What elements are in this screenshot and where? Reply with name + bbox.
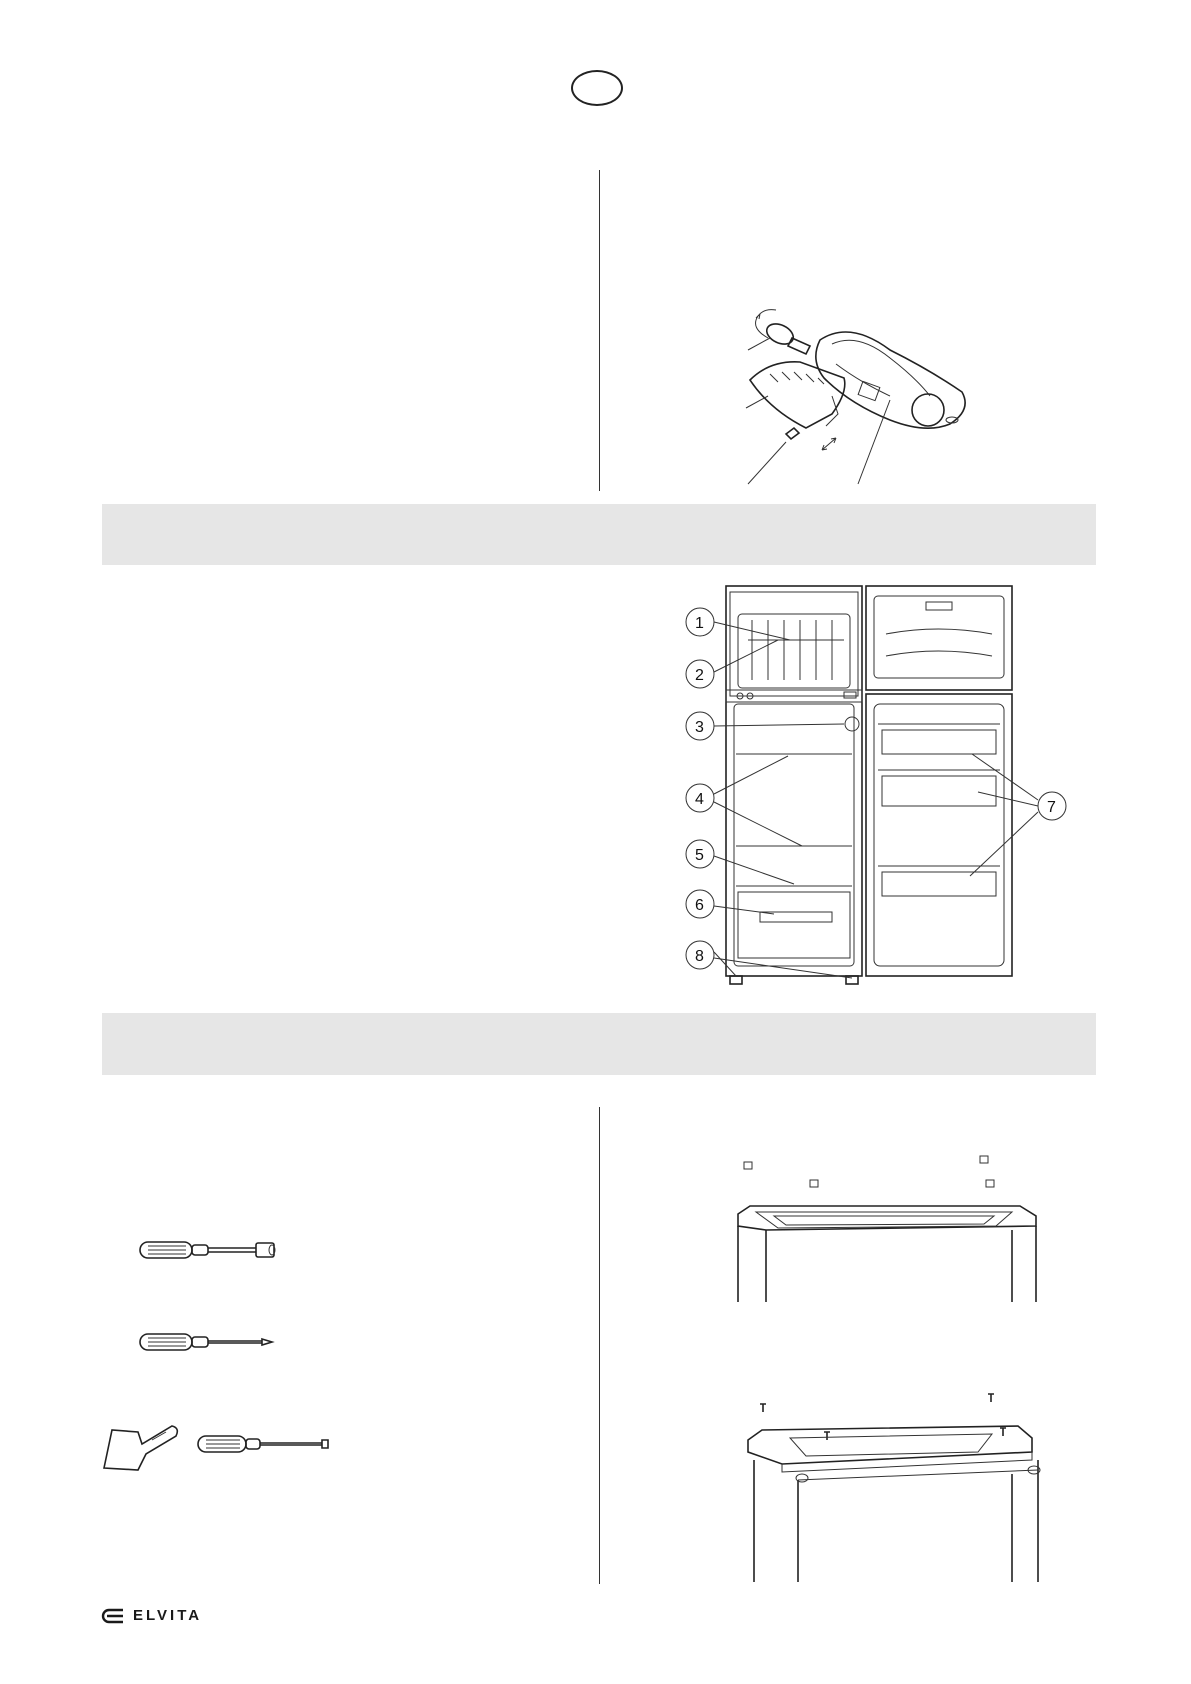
section-header-band-1: [102, 504, 1096, 565]
svg-text:2: 2: [695, 667, 704, 684]
lamp-cover-exploded-icon: [740, 300, 980, 490]
column-divider-top: [599, 170, 600, 491]
putty-knife-icon: [102, 1418, 182, 1472]
brand-logo: [101, 1607, 202, 1624]
svg-text:5: 5: [695, 847, 704, 864]
top-cover-plugs-icon: [730, 1150, 1050, 1302]
section-header-band-2: [102, 1013, 1096, 1075]
svg-text:3: 3: [695, 719, 704, 736]
fridge-open-doors-icon: [678, 580, 1078, 990]
column-divider-bottom: [599, 1107, 600, 1584]
svg-text:8: 8: [695, 948, 704, 965]
brand-name: ELVITA: [133, 1607, 203, 1624]
svg-text:1: 1: [695, 615, 704, 632]
svg-text:7: 7: [1047, 799, 1056, 816]
language-badge: [571, 70, 623, 106]
flat-screwdriver-icon: [196, 1432, 332, 1458]
elvita-logo-icon: [101, 1608, 125, 1624]
top-cover-screws-icon: [742, 1390, 1052, 1582]
svg-text:6: 6: [695, 897, 704, 914]
socket-screwdriver-icon: [138, 1238, 278, 1264]
phillips-screwdriver-icon: [138, 1330, 278, 1356]
svg-text:4: 4: [695, 791, 704, 808]
